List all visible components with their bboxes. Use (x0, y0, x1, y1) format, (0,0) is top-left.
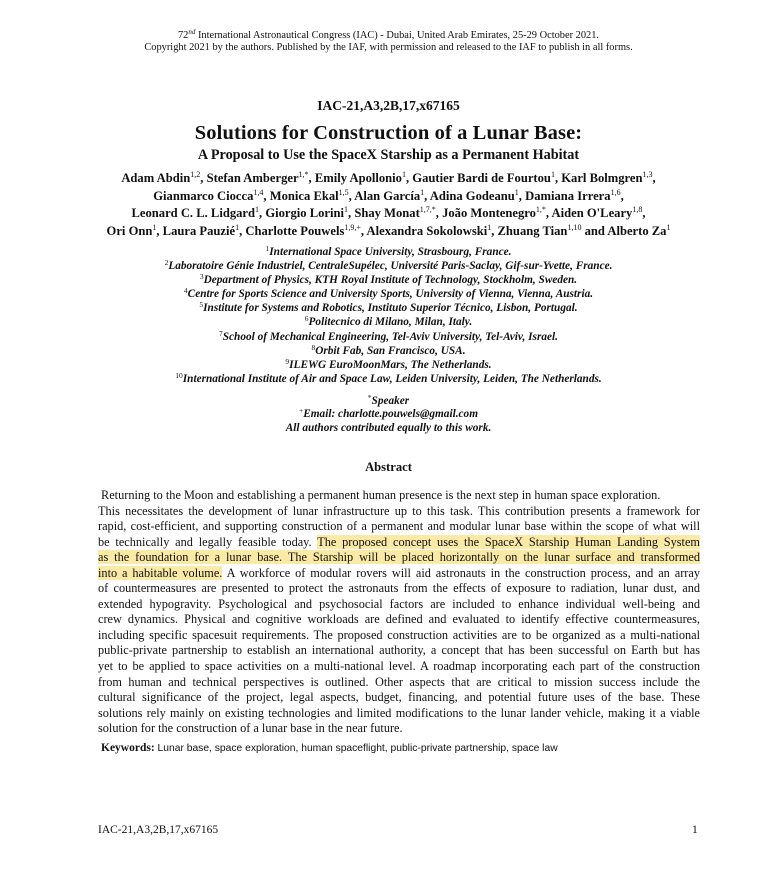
keywords-text: Lunar base, space exploration, human spaceflight, public-private partnership, space law (154, 743, 558, 754)
affiliation-line (0, 330, 777, 344)
affiliation-text: Institute for Systems and Robotics, Instituto Superior Técnico, Lisbon, Portugal. (203, 302, 578, 315)
author-name: Aiden O'Leary (551, 206, 633, 220)
affiliation-text: School of Mechanical Engineering, Tel-Aviv University, Tel-Aviv, Israel. (222, 330, 558, 343)
affiliation-number: 3 (199, 272, 204, 282)
author-line: Leonard C. L. Lidgard$^1$, Giorgio Lorini$^1$, Shay Monat$^{1,7,*}$, João Montenegro$^{1,*}$, Aiden O'Leary$^{1,8}$, (131, 205, 646, 220)
author-affiliation-mark: 1,4 (253, 187, 264, 197)
affiliation-text: Orbit Fab, San Francisco, USA. (315, 344, 466, 357)
author-affiliation-mark: 1,3 (642, 170, 653, 179)
affiliation-text: International Space University, Strasbourg, France. (269, 246, 512, 258)
author-affiliation-mark: 1 (550, 170, 555, 179)
author-name: João Montenegro (442, 206, 536, 220)
author-name: Monica Ekal (269, 188, 339, 203)
affiliation-number: 4 (183, 286, 188, 296)
keywords-label: Keywords: (101, 742, 155, 754)
author-affiliation-mark: 1,7,* (419, 205, 436, 214)
email-note: +Email: charlotte.pouwels@gmail.com (298, 406, 478, 421)
speaker-note: *Speaker (367, 393, 410, 407)
author-name: Alan García (354, 188, 421, 203)
abstract-body (98, 488, 700, 737)
affiliation-number: 1 (265, 244, 270, 253)
author-affiliation-mark: 1 (152, 222, 157, 232)
abstract-text: A workforce of modular rovers will aid astronauts in the construction process, and an array (222, 565, 700, 580)
page-number: 1 (692, 824, 698, 836)
author-affiliation-mark: 1,10 (567, 222, 582, 232)
copyright-line: Copyright 2021 by the authors. Published by the IAF, with permission and released to the IAF to publish in all forms. (144, 42, 633, 53)
paper-id: IAC-21,A3,2B,17,x67165 (317, 98, 460, 113)
author-name: Emily Apollonio (314, 171, 402, 185)
affiliation-number: 2 (164, 258, 169, 268)
author-name: Gianmarco Ciocca (153, 188, 254, 203)
abstract-line (98, 488, 700, 504)
affiliation-text: International Institute of Air and Space Law, Leiden University, Leiden, The Netherlands. (182, 372, 602, 385)
abstract-line (98, 675, 700, 691)
author-affiliation-mark: 1,* (535, 205, 546, 214)
abstract-line (98, 504, 700, 520)
affiliation-number: 6 (304, 314, 309, 324)
affiliation-text: Department of Physics, KTH Royal Institute of Technology, Stockholm, Sweden. (203, 274, 578, 287)
author-affiliation-mark: 1 (235, 222, 240, 232)
abstract-line (98, 535, 700, 551)
footer-paper-id: IAC-21,A3,2B,17,x67165 (98, 824, 219, 836)
author-line: Adam Abdin$^{1,2}$, Stefan Amberger$^{1,*}$, Emily Apollonio$^1$, Gautier Bardi de Fourtou$^1$, Karl Bolmgren$^{1,3}$, (121, 170, 656, 185)
abstract-text: crew dynamics. Physical and cognitive workloads are defined and evaluated to identify effective countermeasures, (98, 612, 700, 627)
author-name: Damiana Irrera (525, 188, 611, 203)
conference-header (0, 26, 777, 54)
abstract-line (98, 659, 700, 675)
abstract-line (98, 706, 700, 722)
equal-contribution-note: All authors contributed equally to this work. (285, 421, 492, 434)
affiliation-number: 5 (199, 300, 204, 310)
affiliation-line (0, 358, 777, 372)
affiliation-line (0, 287, 777, 301)
affiliation-line (0, 245, 777, 259)
abstract-line (98, 581, 700, 597)
abstract-line (98, 612, 700, 628)
author-affiliation-mark: 1 (344, 205, 349, 214)
affiliation-number: 8 (311, 342, 316, 352)
abstract-text: of countermeasures are presented to protect the astronauts from the effects of exposure to radiation, lunar dust, and (98, 581, 700, 596)
author-name: Shay Monat (354, 206, 420, 220)
paper-title: Solutions for Construction of a Lunar Base: (194, 122, 583, 144)
author-affiliation-mark: 1,2 (190, 170, 201, 179)
affiliation-text: Centre for Sports Science and University Sports, University of Vienna, Vienna, Austria. (187, 288, 594, 301)
abstract-line (98, 721, 700, 737)
paper-subtitle: A Proposal to Use the SpaceX Starship as a Permanent Habitat (197, 147, 580, 163)
author-name: and Alberto Za (584, 223, 667, 238)
affiliation-line (0, 301, 777, 315)
author-affiliation-mark: 1 (255, 205, 260, 214)
abstract-line (98, 628, 700, 644)
abstract-line (98, 550, 700, 566)
affiliation-line (0, 344, 777, 358)
author-affiliation-mark: 1 (420, 187, 425, 197)
author-affiliation-mark: 1 (487, 222, 492, 232)
author-affiliation-mark: 1,8 (632, 205, 643, 214)
author-name: Zhuang Tian (497, 223, 568, 238)
author-affiliation-mark: 1,5 (338, 187, 349, 197)
author-name: Ori Onn (106, 223, 153, 238)
abstract-text: rapid, cost-efficient, and supporting construction of a permanent and modular lunar base within the scope of what will (98, 519, 700, 534)
author-name: Laura Pauzié (162, 223, 236, 238)
conference-line: 72nd International Astronautical Congress (IAC) - Dubai, United Arab Emirates, 25-29 October 2021. (177, 28, 600, 41)
author-name: Alexandra Sokolowski (366, 223, 488, 238)
author-affiliation-mark: 1 (401, 170, 406, 179)
abstract-line (98, 690, 700, 706)
abstract-text: solution for the construction of a lunar base in the near future. (98, 721, 403, 736)
affiliation-line (0, 372, 777, 386)
abstract-line (98, 566, 700, 582)
author-affiliation-mark: 1 (514, 187, 519, 197)
affiliation-text: Laboratoire Génie Industriel, CentraleSupélec, Université Paris-Saclay, Gif-sur-Yvette, France. (168, 260, 613, 273)
abstract-text: yet to be applied to space activities on a multi-national level. A roadmap incorporating each part of the construction (98, 659, 700, 674)
abstract-heading: Abstract (365, 460, 412, 474)
author-name: Gautier Bardi de Fourtou (412, 171, 551, 185)
author-name: Stefan Amberger (206, 171, 299, 185)
abstract-line (98, 643, 700, 659)
affiliation-text: ILEWG EuroMoonMars, The Netherlands. (289, 358, 492, 371)
highlighted-text: as the foundation for a lunar base. The Starship will be placed horizontally on the lunar surface and transformed (98, 550, 700, 565)
keywords (101, 742, 701, 754)
affiliation-number: 9 (285, 356, 290, 366)
author-affiliation-mark: 1,6 (610, 187, 621, 197)
abstract-text: cultural significance of the project, legal aspects, budget, financing, and potential future uses of the base. These (98, 690, 700, 705)
abstract-text: including specific spacesuit requirements. The proposed construction activities are to be organized as a multi-national (98, 627, 700, 642)
author-name: Charlotte Pouwels (245, 223, 345, 238)
abstract-text: be technically and legally feasible today. (98, 534, 318, 549)
author-affiliation-mark: 1,* (298, 170, 309, 179)
abstract-line (98, 519, 700, 535)
author-name: Giorgio Lorini (265, 206, 345, 220)
author-name: Leonard C. L. Lidgard (131, 206, 256, 220)
affiliation-line (0, 259, 777, 273)
abstract-text: solutions rely mainly on existing technologies and limited modifications to the lunar lander vehicle, making it a viable (98, 705, 700, 720)
abstract-line (98, 597, 700, 613)
abstract-text: from human and technical perspectives is outlined. Other aspects that are critical to mission success include the (98, 674, 700, 689)
author-line: Ori Onn$^1$, Laura Pauzié$^1$, Charlotte Pouwels$^{1,9,+}$, Alexandra Sokolowski$^1$, Zhuang Tian$^{1,10}$ and Alberto Za$^1$ (106, 222, 671, 238)
affiliation-line (0, 315, 777, 329)
affiliation-number: 7 (219, 328, 223, 338)
highlighted-text: into a habitable volume. (98, 565, 223, 580)
abstract-text: extended hypogravity. Psychological and psychosocial factors are included to enhance individual well-being and (98, 596, 700, 611)
author-name: Adam Abdin (121, 171, 191, 185)
author-affiliation-mark: 1,9,+ (344, 222, 361, 232)
author-notes (0, 395, 777, 435)
abstract-text: Returning to the Moon and establishing a permanent human presence is the next step in human space exploration. (101, 488, 661, 502)
author-affiliation-mark: 1 (666, 222, 671, 232)
author-list (0, 170, 777, 240)
abstract-text: This necessitates the development of lunar infrastructure up to this task. This contribution presents a framework for (98, 503, 700, 518)
affiliation-text: Politecnico di Milano, Milan, Italy. (308, 316, 473, 329)
author-line: Gianmarco Ciocca$^{1,4}$, Monica Ekal$^{1,5}$, Alan García$^1$, Adina Godeanu$^1$, Damiana Irrera$^{1,6}$, (153, 187, 624, 203)
abstract-text: public-private partnership to establish an international authority, a concept that has been successful on Earth but has (98, 643, 700, 658)
highlighted-text: The proposed concept uses the SpaceX Starship Human Landing System (317, 534, 700, 549)
affiliation-list (0, 245, 777, 386)
affiliation-line (0, 273, 777, 287)
author-name: Adina Godeanu (429, 188, 515, 203)
affiliation-number: 10 (175, 370, 183, 380)
author-name: Karl Bolmgren (561, 171, 643, 185)
